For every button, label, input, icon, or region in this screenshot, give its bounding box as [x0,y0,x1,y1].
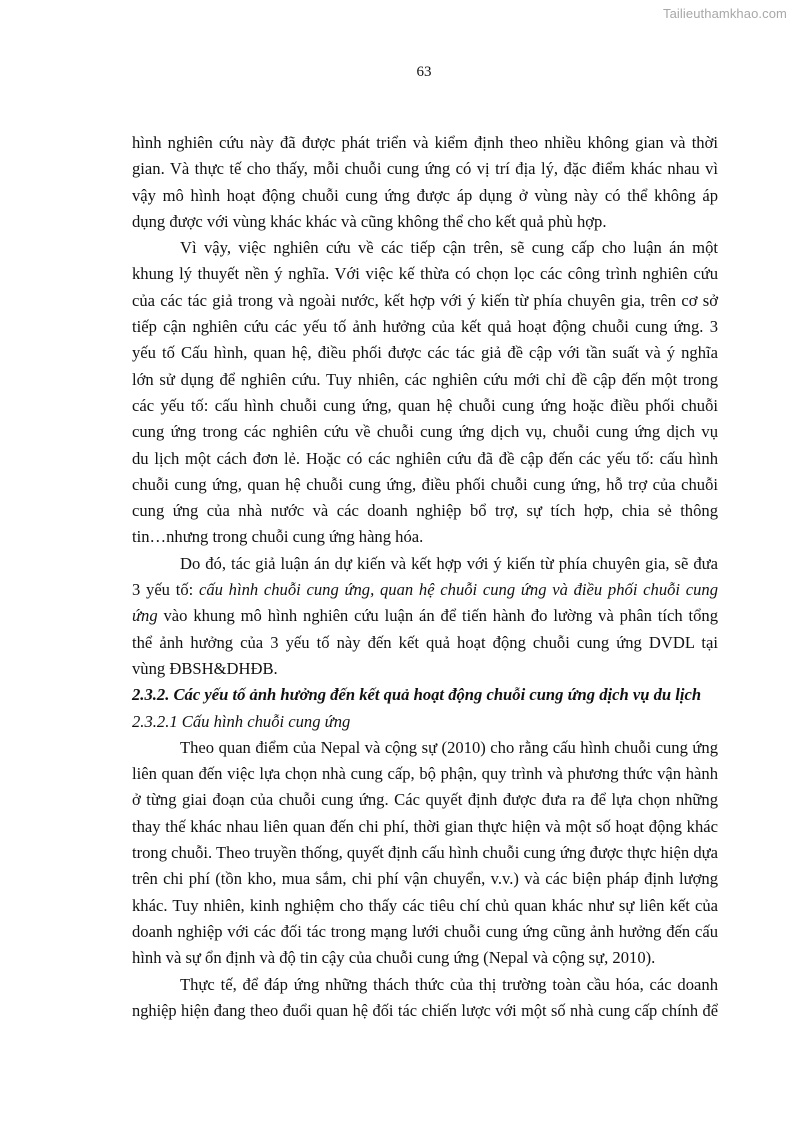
text-line: khác. Tuy nhiên, kinh nghiệm cho thấy các tiêu chí chủ quan khác như sự liên kết của [132,895,718,915]
text-line [132,577,718,603]
text-line: yếu tố Cấu hình, quan hệ, điều phối được các tác giả đề cập với tần suất và ý nghĩa [132,343,718,363]
text-line: dụng được với vùng khác khác và cũng không thể cho kết quả phù hợp. [132,211,607,231]
text-line: cung ứng của nhà nước và các doanh nghiệp bổ trợ, sự tích hợp, chia sẻ thông [132,501,718,521]
text-line: lớn sử dụng để nghiên cứu. Tuy nhiên, các nghiên cứu mới chỉ đề cập đến một trong [132,369,718,389]
text-line: thay thế khác nhau liên quan đến chi phí, thời gian thực hiện và một số hoạt động khác [132,816,718,836]
text-line: Theo quan điểm của Nepal và cộng sự (2010) cho rằng cấu hình chuỗi cung ứng [180,737,718,757]
subsection-heading: 2.3.2.1 Cấu hình chuỗi cung ứng [132,711,351,731]
text-line: Do đó, tác giả luận án dự kiến và kết hợp với ý kiến từ phía chuyên gia, sẽ đưa [180,553,718,573]
text-line: trong chuỗi. Theo truyền thống, quyết định cấu hình chuỗi cung ứng được thực hiện dựa [132,843,718,863]
section-heading: 2.3.2. Các yếu tố ảnh hưởng đến kết quả hoạt động chuỗi cung ứng dịch vụ du lịch [132,685,702,705]
text-line: nghiệp hiện đang theo đuổi quan hệ đối tác chiến lược với một số nhà cung cấp chính để [132,1000,718,1020]
text-line: Vì vậy, việc nghiên cứu về các tiếp cận trên, sẽ cung cấp cho luận án một [180,238,718,258]
text-line: các yếu tố: cấu hình chuỗi cung ứng, quan hệ chuỗi cung ứng hoặc điều phối chuỗi [132,395,718,415]
text-fragment: vào khung mô hình nghiên cứu luận án để tiến hành đo lường và phân tích tổng [157,606,718,626]
page-number: 63 [416,64,432,80]
text-fragment: 3 yếu tố: [132,580,199,600]
text-line: hình và sự ổn định và độ tin cậy của chuỗi cung ứng (Nepal và cộng sự, 2010). [132,948,656,968]
text-line: doanh nghiệp với các đối tác trong mạng lưới chuỗi cung ứng cũng ảnh hưởng đến cấu [132,921,718,941]
text-line: khung lý thuyết nền ý nghĩa. Với việc kế thừa có chọn lọc các công trình nghiên cứu [132,264,718,284]
italic-fragment: ứng [132,606,158,626]
watermark: Tailieuthamkhao.com [662,6,787,21]
text-line: tiếp cận nghiên cứu các yếu tố ảnh hưởng của kết quả hoạt động chuỗi cung ứng. 3 [132,317,718,337]
text-line: tin…nhưng trong chuỗi cung ứng hàng hóa. [132,527,424,547]
text-line: hình nghiên cứu này đã được phát triển và kiểm định theo nhiều không gian và thời [132,133,718,152]
text-line: cung ứng trong các nghiên cứu về chuỗi cung ứng dịch vụ, chuỗi cung ứng dịch vụ [132,422,718,442]
italic-fragment: cấu hình chuỗi cung ứng, quan hệ chuỗi cung ứng và điều phối chuỗi cung [198,580,719,600]
document-body [132,130,718,1024]
text-line [132,603,718,629]
text-line: ở từng giai đoạn của chuỗi cung ứng. Các quyết định được đưa ra để lựa chọn những [132,790,718,810]
text-line: vậy mô hình hoạt động chuỗi cung ứng được áp dụng ở vùng này có thể không áp [132,185,718,205]
text-line: của các tác giả trong và ngoài nước, kết hợp với ý kiến từ phía chuyên gia, trên cơ sở [132,290,718,310]
text-line: Thực tế, để đáp ứng những thách thức của thị trường toàn cầu hóa, các doanh [180,974,718,994]
text-line: trên chi phí (tồn kho, mua sắm, chi phí vận chuyển, v.v.) và các biện pháp định lượng [132,869,718,889]
text-line: thể ảnh hưởng của 3 yếu tố này đến kết quả hoạt động chuỗi cung ứng DVDL tại [132,632,718,652]
text-line: vùng ĐBSH&DHĐB. [132,658,278,678]
text-line: du lịch một cách đơn lẻ. Hoặc có các nghiên cứu đã đề cập đến các yếu tố: cấu hình [132,448,718,468]
text-line: gian. Và thực tế cho thấy, mỗi chuỗi cung ứng có vị trí địa lý, đặc điểm khác nhau vì [132,159,718,179]
text-line: chuỗi cung ứng, quan hệ chuỗi cung ứng, điều phối chuỗi cung ứng, hỗ trợ của chuỗi [132,474,718,494]
text-line: liên quan đến việc lựa chọn nhà cung cấp, bộ phận, quy trình và phương thức vận hành [132,764,718,784]
